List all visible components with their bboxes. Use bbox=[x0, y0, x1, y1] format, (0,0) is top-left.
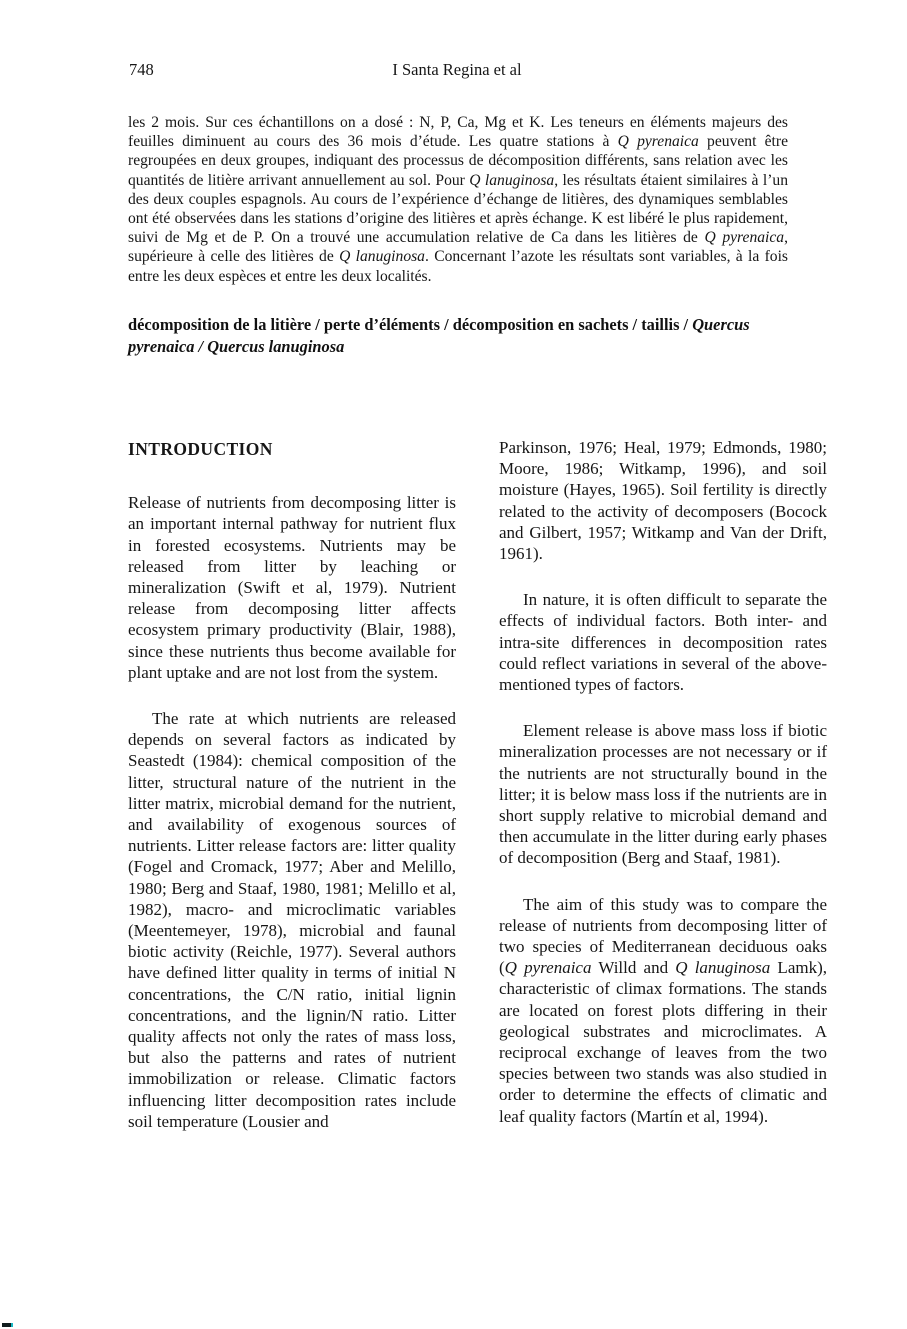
scan-artifact-mark bbox=[2, 1323, 13, 1327]
abstract-text: les 2 mois. Sur ces échantillons on a dosé : N, P, Ca, Mg et K. Les teneurs en éléments majeurs des feuilles diminuent au cours des 36 mois d’étude. Les quatre stations à Q pyrenaica peuvent être regroupées en deux groupes, indiquant des processus de décomposition différents, sans relation avec les quantités de litière arrivant annuellement au sol. Pour Q lanuginosa, les résultats étaient similaires à l’un des deux couples espagnols. Au cours de l’expérience d’échange de litières, des dynamiques semblables ont été observées dans les stations d’origine des litières et après échange. K est libéré le plus rapidement, suivi de Mg et de P. On a trouvé une accumulation relative de Ca dans les litières de Q pyrenaica, supérieure à celle des litières de Q lanuginosa. Concernant l’azote les résultats sont variables, à la fois entre les deux espèces et entre les deux localités. bbox=[128, 114, 789, 285]
intro-paragraph-3: Parkinson, 1976; Heal, 1979; Edmonds, 1980; Moore, 1986; Witkamp, 1996), and soil moisture (Hayes, 1965). Soil fertility is directly related to the activity of decomposers (Bocock and Gilbert, 1957; Witkamp and Van der Drift, 1961). bbox=[499, 438, 827, 564]
intro-paragraph-2: The rate at which nutrients are released depends on several factors as indicated by Seastedt (1984): chemical composition of the litter, structural nature of the nutrient in the litter matrix, microbial demand for the nutrient, and availability of exogenous sources of nutrients. Litter release factors are: litter quality (Fogel and Cromack, 1977; Aber and Melillo, 1980; Berg and Staaf, 1980, 1981; Melillo et al, 1982), macro- and microclimatic variables (Meentemeyer, 1978), microbial and faunal biotic activity (Reichle, 1977). Several authors have defined litter quality in terms of initial N concentrations, the C/N ratio, initial lignin concentrations, and the lignin/N ratio. Litter quality affects not only the rates of mass loss, but also the patterns and rates of nutrient immobilization or release. Climatic factors influencing litter decomposition rates include soil temperature (Lousier and bbox=[128, 709, 456, 1131]
left-column bbox=[128, 437, 456, 1157]
right-column bbox=[499, 437, 827, 1157]
two-column-body bbox=[128, 437, 828, 1157]
keywords-line: décomposition de la litière / perte d’éléments / décomposition en sachets / taillis / Quercus pyrenaica / Quercus lanuginosa bbox=[128, 315, 750, 356]
intro-paragraph-4: In nature, it is often difficult to separate the effects of individual factors. Both inter- and intra-site differences in decomposition rates could reflect variations in several of the above-mentioned types of factors. bbox=[499, 590, 827, 695]
running-head: I Santa Regina et al bbox=[392, 60, 522, 79]
intro-paragraph-6: The aim of this study was to compare the release of nutrients from decomposing litter of two species of Mediterranean deciduous oaks (Q pyrenaica Willd and Q lanuginosa Lamk), characteristic of climax formations. The stands are located on forest plots differing in their geological substrates and microclimates. A reciprocal exchange of leaves from the two species between two stands was also studied in order to determine the effects of climatic and leaf quality factors (Martín et al, 1994). bbox=[499, 894, 827, 1126]
intro-paragraph-1: Release of nutrients from decomposing litter is an important internal pathway for nutrient flux in forested ecosystems. Nutrients may be released from litter by leaching or mineralization (Swift et al, 1979). Nutrient release from decomposing litter affects ecosystem primary productivity (Blair, 1988), since these nutrients thus become available for plant uptake and are not lost from the system. bbox=[128, 493, 456, 682]
intro-paragraph-5: Element release is above mass loss if biotic mineralization processes are not necessary or if the nutrients are not structurally bound in the litter; it is below mass loss if the nutrients are in short supply relative to microbial demand and then accumulate in the litter during early phases of decomposition (Berg and Staaf, 1981). bbox=[499, 721, 827, 868]
introduction-heading: INTRODUCTION bbox=[128, 439, 273, 459]
page-number: 748 bbox=[129, 60, 154, 79]
